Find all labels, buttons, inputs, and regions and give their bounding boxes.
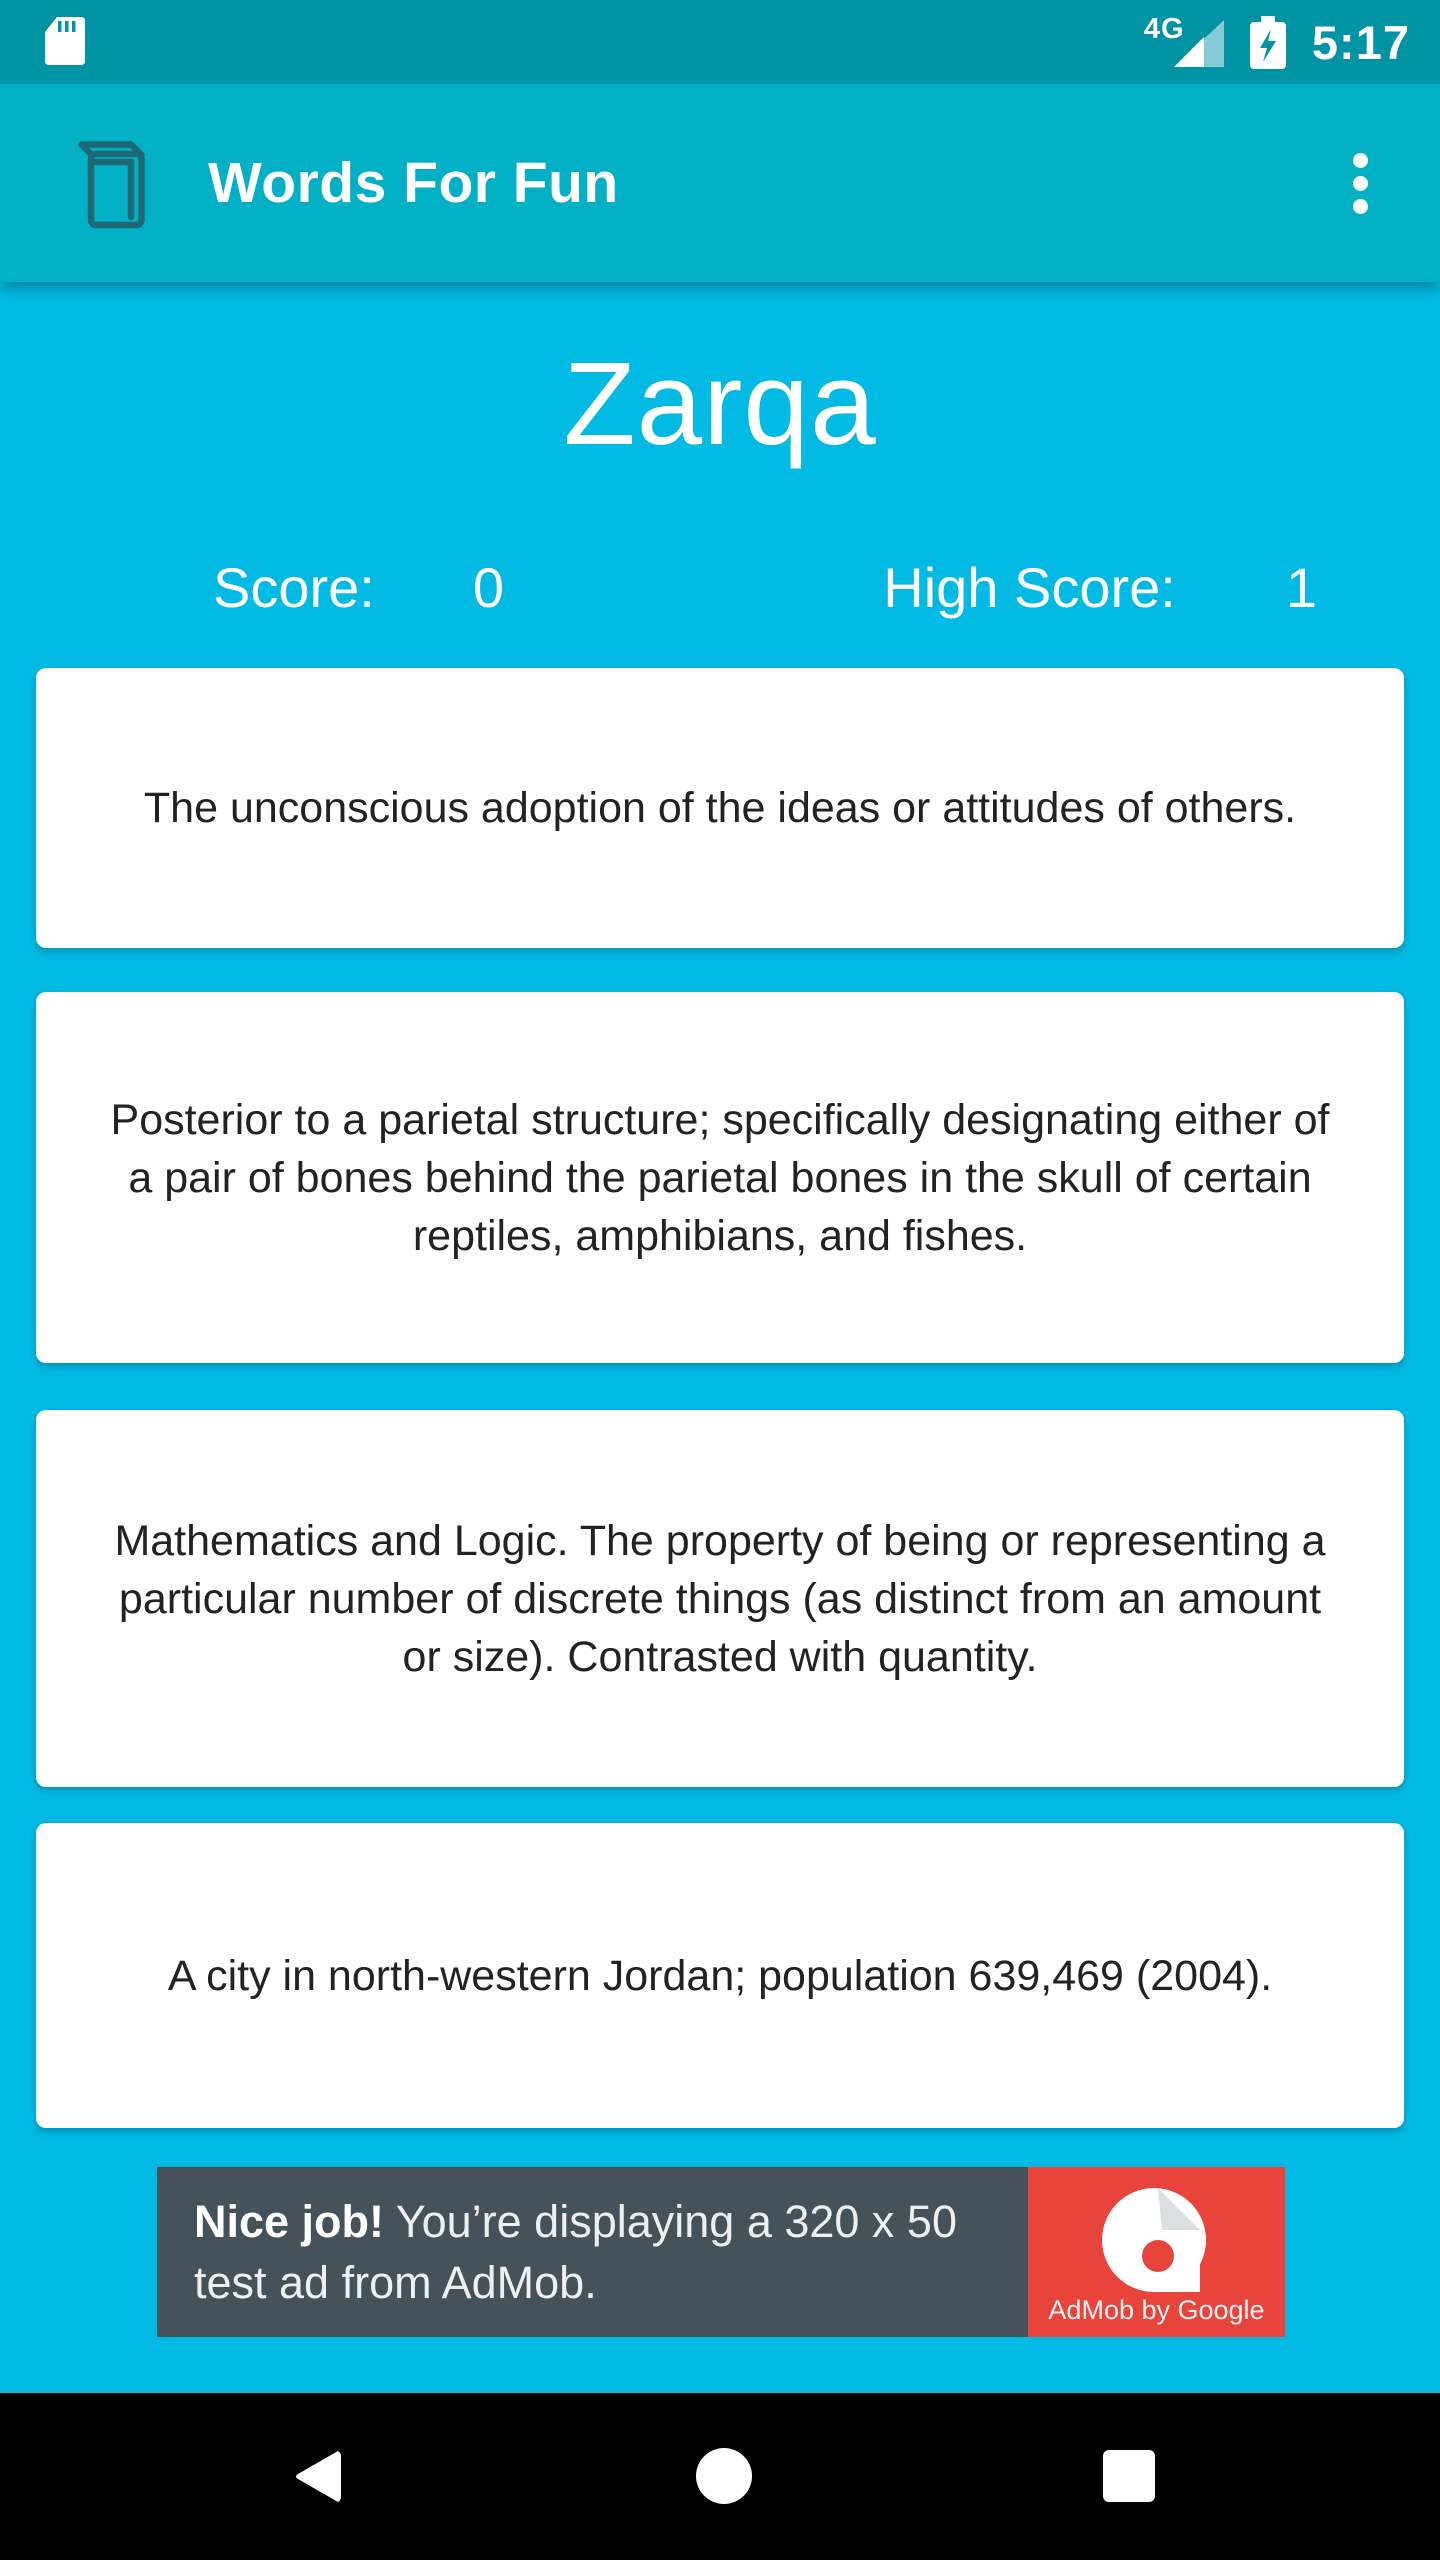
navigation-bar	[0, 2393, 1440, 2560]
home-button-icon[interactable]	[695, 2447, 753, 2505]
definition-text: Posterior to a parietal structure; specifically designating either of a pair of bones behind the parietal bones in the skull of certain reptiles, amphibians, and fishes.	[110, 1095, 1330, 1260]
status-icons	[1143, 0, 1410, 84]
high-score-value: 1	[1285, 556, 1317, 619]
ad-text-area	[157, 2167, 1028, 2337]
definition-text: A city in north-western Jordan; population 639,469 (2004).	[167, 1951, 1273, 2000]
recents-button-icon[interactable]	[1103, 2450, 1155, 2502]
app-bar	[0, 84, 1440, 282]
score-row	[0, 556, 1440, 620]
score-label: Score:	[213, 556, 375, 619]
score-group	[213, 556, 504, 620]
status-bar	[0, 0, 1440, 84]
battery-charging-icon	[1248, 16, 1288, 69]
high-score-group	[883, 556, 1317, 620]
book-icon	[78, 137, 146, 229]
definition-card[interactable]	[36, 668, 1404, 948]
definition-card[interactable]	[36, 1410, 1404, 1787]
definition-card[interactable]	[36, 992, 1404, 1363]
ad-line-1: Nice job! You’re displaying a 320 x 50	[194, 2196, 957, 2247]
ad-line-2: test ad from AdMob.	[194, 2257, 597, 2308]
signal-strength-icon	[1143, 13, 1224, 68]
admob-brand-label: AdMob by Google	[1048, 2295, 1265, 2325]
clock: 5:17	[1311, 15, 1410, 69]
page-title: Words For Fun	[208, 151, 619, 215]
current-word: Zarqa	[563, 338, 877, 470]
definition-card[interactable]	[36, 1823, 1404, 2128]
back-button-icon[interactable]	[293, 2448, 341, 2505]
ad-logo-area	[1028, 2167, 1285, 2337]
high-score-label: High Score:	[883, 556, 1176, 619]
definition-text: Mathematics and Logic. The property of being or representing a particular number of discrete things (as distinct from an amount or size). Contrasted with quantity.	[114, 1516, 1326, 1681]
definition-text: The unconscious adoption of the ideas or attitudes of others.	[143, 784, 1297, 832]
score-value: 0	[472, 556, 505, 619]
admob-logo-icon	[1102, 2184, 1212, 2292]
sd-card-icon	[45, 17, 85, 65]
network-type-label: 4G	[1143, 13, 1185, 45]
ad-banner[interactable]	[157, 2167, 1285, 2337]
overflow-menu-icon[interactable]	[1343, 143, 1378, 224]
